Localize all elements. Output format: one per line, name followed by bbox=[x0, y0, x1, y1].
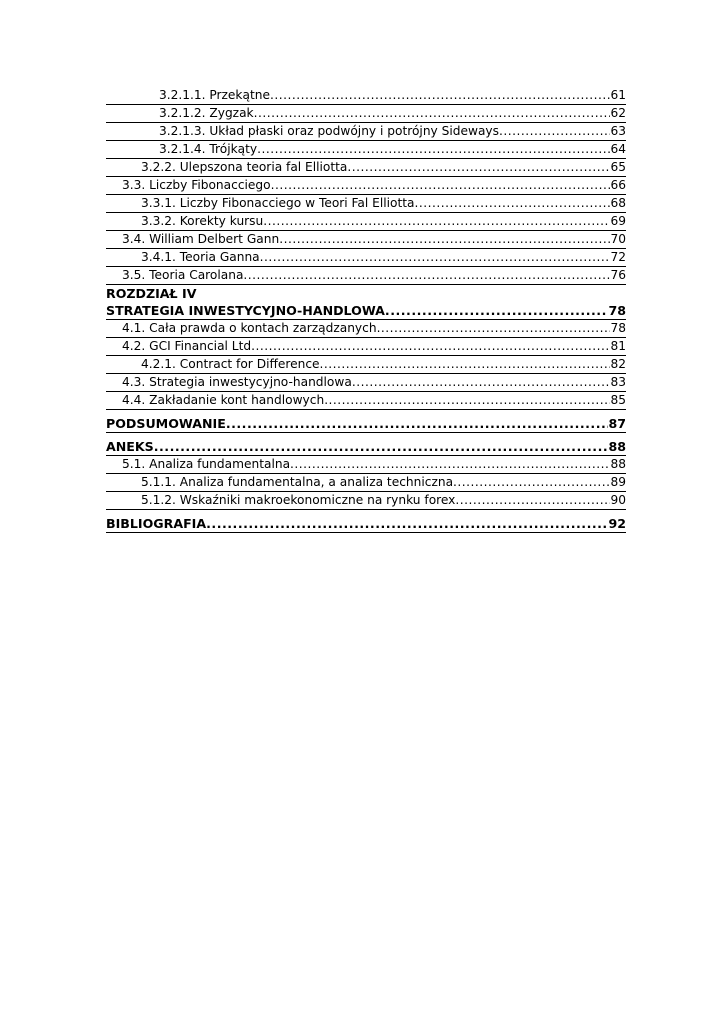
toc-entry-5-1[interactable] bbox=[106, 456, 626, 474]
toc-leader-dots bbox=[415, 195, 611, 212]
toc-entry-page: 64 bbox=[610, 142, 626, 156]
toc-leader-dots bbox=[279, 231, 610, 248]
toc-entry-page: 72 bbox=[610, 250, 626, 264]
toc-leader-dots bbox=[499, 123, 611, 140]
toc-entry-title: STRATEGIA INWESTYCYJNO-HANDLOWA bbox=[106, 303, 385, 318]
toc-leader-dots bbox=[270, 87, 611, 104]
toc-leader-dots bbox=[453, 474, 610, 491]
toc-entry-4-2-1[interactable] bbox=[106, 356, 626, 374]
toc-entry-4-2[interactable] bbox=[106, 338, 626, 356]
toc-entry-title: 4.3. Strategia inwestycyjno-handlowa bbox=[122, 375, 352, 389]
toc-leader-dots bbox=[347, 159, 610, 176]
toc-entry-page: 70 bbox=[610, 232, 626, 246]
toc-entry-aneks[interactable] bbox=[106, 438, 626, 456]
toc-entry-title: 3.5. Teoria Carolana bbox=[122, 268, 244, 282]
toc-leader-dots bbox=[377, 320, 611, 337]
toc-entry-title: 4.2. GCI Financial Ltd bbox=[122, 339, 252, 353]
toc-leader-dots bbox=[352, 374, 611, 391]
toc-entry-title: 3.2.1.4. Trójkąty bbox=[159, 142, 258, 156]
toc-leader-dots bbox=[243, 267, 610, 284]
toc-entry-title: 3.2.1.2. Zygzak bbox=[159, 106, 254, 120]
toc-entry-page: 76 bbox=[610, 268, 626, 282]
toc-leader-dots bbox=[455, 492, 610, 509]
toc-entry-page: 68 bbox=[610, 196, 626, 210]
toc-leader-dots bbox=[385, 302, 609, 319]
toc-entry-3-2-1-3[interactable] bbox=[106, 123, 626, 141]
toc-leader-dots bbox=[226, 415, 609, 432]
toc-entry-title: 3.2.1.1. Przekątne bbox=[159, 88, 270, 102]
toc-entry-4-4[interactable] bbox=[106, 392, 626, 410]
toc-entry-page: 81 bbox=[610, 339, 626, 353]
toc-entry-3-4-1[interactable] bbox=[106, 249, 626, 267]
toc-entry-3-2-1-4[interactable] bbox=[106, 141, 626, 159]
toc-entry-page: 78 bbox=[608, 303, 626, 318]
toc-entry-page: 82 bbox=[610, 357, 626, 371]
toc-entry-page: 87 bbox=[608, 416, 626, 431]
toc-leader-dots bbox=[320, 356, 611, 373]
toc-leader-dots bbox=[254, 105, 611, 122]
toc-entry-title: 3.3.1. Liczby Fibonacciego w Teori Fal Elliotta bbox=[141, 196, 415, 210]
toc-entry-page: 62 bbox=[610, 106, 626, 120]
toc-leader-dots bbox=[260, 249, 611, 266]
toc-entry-3-4[interactable] bbox=[106, 231, 626, 249]
toc-entry-page: 63 bbox=[610, 124, 626, 138]
toc-entry-title: 5.1. Analiza fundamentalna bbox=[122, 457, 291, 471]
toc-entry-title: 5.1.2. Wskaźniki makroekonomiczne na rynku forex bbox=[141, 493, 456, 507]
toc-entry-title: 3.3. Liczby Fibonacciego bbox=[122, 178, 271, 192]
toc-entry-page: 83 bbox=[610, 375, 626, 389]
toc-entry-title: 4.4. Zakładanie kont handlowych bbox=[122, 393, 325, 407]
toc-entry-page: 90 bbox=[610, 493, 626, 507]
toc-entry-page: 78 bbox=[610, 321, 626, 335]
toc-entry-strategia[interactable] bbox=[106, 302, 626, 320]
toc-entry-page: 66 bbox=[610, 178, 626, 192]
toc-entry-3-5[interactable] bbox=[106, 267, 626, 285]
toc-entry-5-1-1[interactable] bbox=[106, 474, 626, 492]
toc-entry-3-2-1-1[interactable] bbox=[106, 87, 626, 105]
toc-entry-page: 92 bbox=[608, 516, 626, 531]
table-of-contents bbox=[106, 87, 626, 533]
toc-entry-title: 3.4. William Delbert Gann bbox=[122, 232, 280, 246]
toc-entry-3-3[interactable] bbox=[106, 177, 626, 195]
toc-entry-page: 89 bbox=[610, 475, 626, 489]
toc-leader-dots bbox=[257, 141, 610, 158]
toc-leader-dots bbox=[271, 177, 611, 194]
toc-entry-page: 85 bbox=[610, 393, 626, 407]
toc-chapter-heading[interactable]: ROZDZIAŁ IV bbox=[106, 286, 197, 301]
toc-entry-3-2-2[interactable] bbox=[106, 159, 626, 177]
toc-entry-title: 3.4.1. Teoria Ganna bbox=[141, 250, 260, 264]
toc-leader-dots bbox=[290, 456, 610, 473]
toc-entry-page: 69 bbox=[610, 214, 626, 228]
toc-entry-title: ANEKS bbox=[106, 439, 154, 454]
toc-entry-page: 88 bbox=[610, 457, 626, 471]
toc-entry-4-1[interactable] bbox=[106, 320, 626, 338]
toc-leader-dots bbox=[324, 392, 610, 409]
toc-entry-3-3-1[interactable] bbox=[106, 195, 626, 213]
toc-leader-dots bbox=[154, 438, 609, 455]
toc-leader-dots bbox=[263, 213, 610, 230]
toc-entry-title: 4.2.1. Contract for Difference bbox=[141, 357, 320, 371]
toc-entry-title: 3.2.2. Ulepszona teoria fal Elliotta bbox=[141, 160, 348, 174]
toc-entry-title: 4.1. Cała prawda o kontach zarządzanych bbox=[122, 321, 377, 335]
toc-entry-3-3-2[interactable] bbox=[106, 213, 626, 231]
toc-entry-5-1-2[interactable] bbox=[106, 492, 626, 510]
toc-entry-title: 3.3.2. Korekty kursu bbox=[141, 214, 264, 228]
toc-entry-podsumowanie[interactable] bbox=[106, 415, 626, 433]
toc-entry-page: 61 bbox=[610, 88, 626, 102]
toc-entry-bibliografia[interactable] bbox=[106, 515, 626, 533]
toc-entry-title: BIBLIOGRAFIA bbox=[106, 516, 207, 531]
toc-entry-title: PODSUMOWANIE bbox=[106, 416, 226, 431]
toc-entry-title: 5.1.1. Analiza fundamentalna, a analiza techniczna bbox=[141, 475, 454, 489]
toc-entry-4-3[interactable] bbox=[106, 374, 626, 392]
toc-entry-3-2-1-2[interactable] bbox=[106, 105, 626, 123]
toc-entry-page: 65 bbox=[610, 160, 626, 174]
toc-entry-page: 88 bbox=[608, 439, 626, 454]
toc-entry-title: 3.2.1.3. Układ płaski oraz podwójny i potrójny Sideways bbox=[159, 124, 499, 138]
toc-leader-dots bbox=[206, 515, 608, 532]
toc-leader-dots bbox=[251, 338, 610, 355]
